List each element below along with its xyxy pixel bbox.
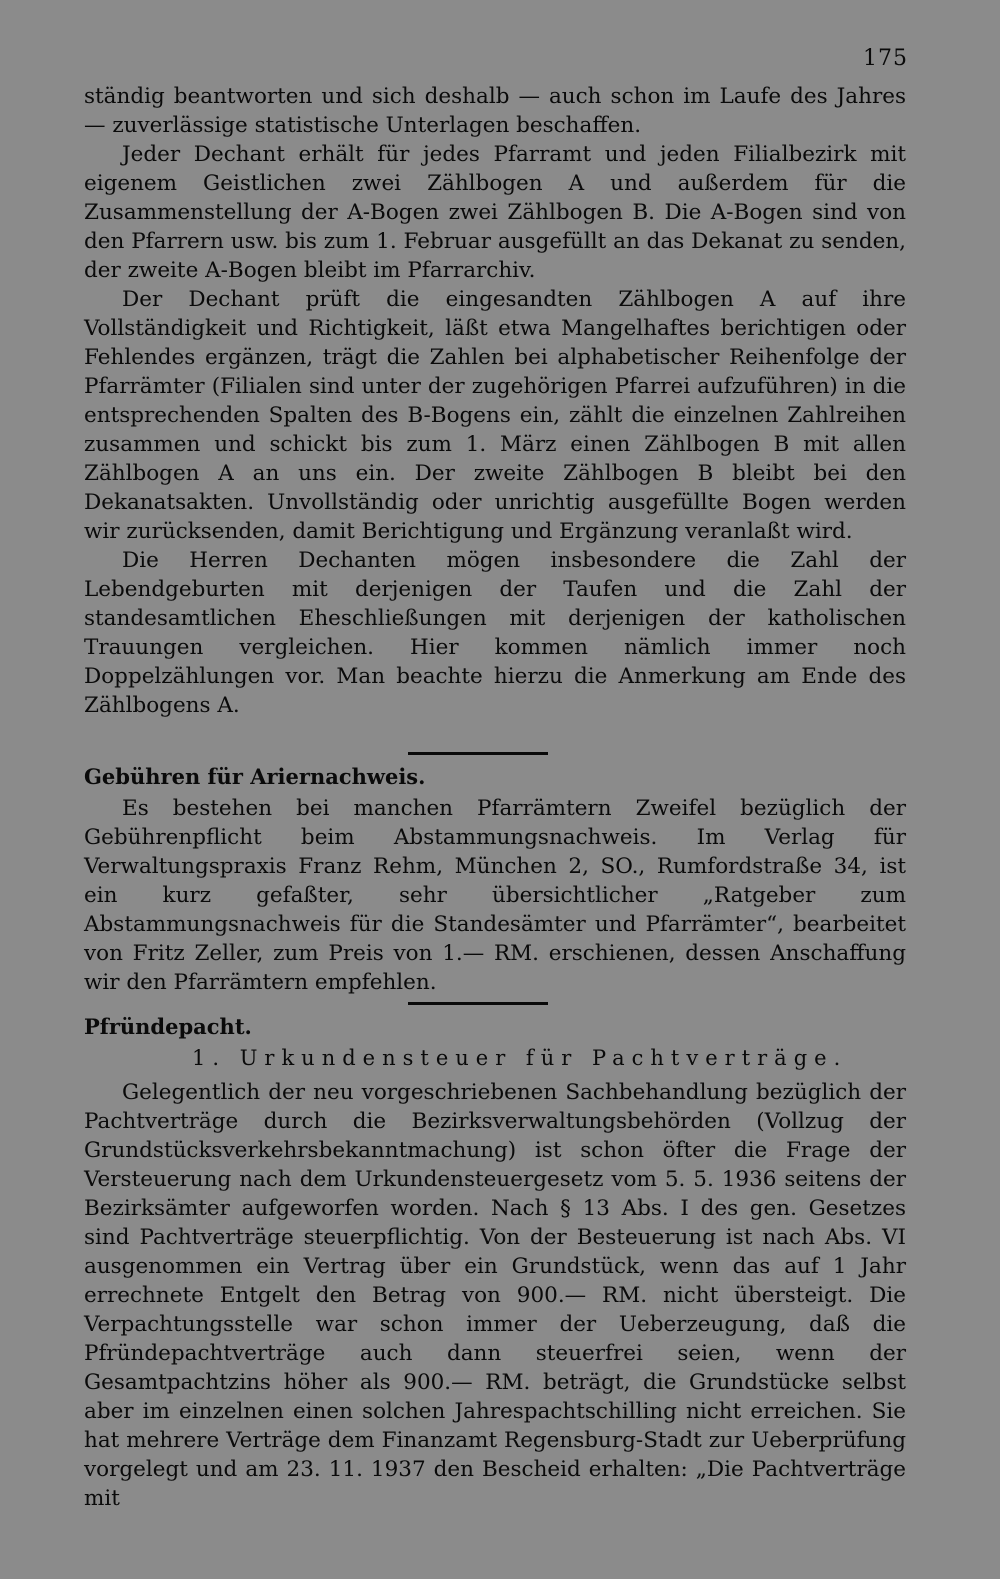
section-divider xyxy=(408,1002,548,1005)
paragraph: Jeder Dechant erhält für jedes Pfarramt und jeden Filialbezirk mit eigenem Geistlichen zwei Zählbogen A und außerdem für die Zusammenstellung der A-Bogen zwei Zählbogen B. Die A-Bogen sind von den Pfarrern usw. bis zum 1. Februar ausgefüllt an das Dekanat zu senden, der zweite A-Bogen bleibt im Pfarrarchiv. xyxy=(84,142,906,283)
ariernachweis-text xyxy=(84,794,906,997)
paragraph: ständig beantworten und sich deshalb — auch schon im Laufe des Jahres — zuverlässige statistische Unterlagen beschaffen. xyxy=(84,84,906,138)
paragraph: Der Dechant prüft die eingesandten Zählbogen A auf ihre Vollständigkeit und Richtigkeit, läßt etwa Mangelhaftes berichtigen oder Fehlendes ergänzen, trägt die Zahlen bei alphabetischer Reihenfolge der Pfarrämter (Filialen sind unter der zugehörigen Pfarrei aufzuführen) in die entsprechenden Spalten des B-Bogens ein, zählt die einzelnen Zahlreihen zusammen und schickt bis zum 1. März einen Zählbogen B mit allen Zählbogen A an uns ein. Der zweite Zählbogen B bleibt bei den Dekanatsakten. Unvollständig oder unrichtig ausgefüllte Bogen werden wir zurücksenden, damit Berichtigung und Ergänzung veranlaßt wird. xyxy=(84,287,906,544)
section-divider xyxy=(408,752,548,755)
paragraph: Gelegentlich der neu vorgeschriebenen Sachbehandlung bezüglich der Pachtverträge durch die Bezirksverwaltungsbehörden (Vollzug der Grundstücksverkehrsbekanntmachung) ist schon öfter die Frage der Versteuerung nach dem Urkundensteuergesetz vom 5. 5. 1936 seitens der Bezirksämter aufgeworfen worden. Nach § 13 Abs. I des gen. Gesetzes sind Pachtverträge steuerpflichtig. Von der Besteuerung ist nach Abs. VI ausgenommen ein Vertrag über ein Grundstück, wenn das auf 1 Jahr errechnete Entgelt den Betrag von 900.— RM. nicht übersteigt. Die Verpachtungsstelle war schon immer der Ueberzeugung, daß die Pfründepachtverträge auch dann steuerfrei seien, wenn der Gesamtpachtzins höher als 900.— RM. beträgt, die Grundstücke selbst aber im einzelnen einen solchen Jahrespachtschilling nicht erreichen. Sie hat mehrere Verträge dem Finanzamt Regensburg-Stadt zur Ueberprüfung vorgelegt und am 23. 11. 1937 den Bescheid erhalten: „Die Pachtverträge mit xyxy=(84,1080,906,1511)
subheading-urkundensteuer: 1. Urkundensteuer für Pachtverträge. xyxy=(192,1046,848,1070)
pfruendepacht-text xyxy=(84,1078,906,1513)
page-number: 175 xyxy=(863,46,908,71)
section-heading-pfruendepacht: Pfründepacht. xyxy=(84,1014,252,1039)
paragraph: Die Herren Dechanten mögen insbesondere die Zahl der Lebendgeburten mit derjenigen der Taufen und die Zahl der standesamtlichen Eheschließungen mit derjenigen der katholischen Trauungen vergleichen. Hier kommen nämlich immer noch Doppelzählungen vor. Man beachte hierzu die Anmerkung am Ende des Zählbogens A. xyxy=(84,548,906,718)
section-heading-ariernachweis: Gebühren für Ariernachweis. xyxy=(84,764,426,789)
paragraph: Es bestehen bei manchen Pfarrämtern Zweifel bezüglich der Gebührenpflicht beim Abstammungsnachweis. Im Verlag für Verwaltungspraxis Franz Rehm, München 2, SO., Rumfordstraße 34, ist ein kurz gefaßter, sehr übersichtlicher „Ratgeber zum Abstammungsnachweis für die Standesämter und Pfarrämter“, bearbeitet von Fritz Zeller, zum Preis von 1.— RM. erschienen, dessen Anschaffung wir den Pfarrämtern empfehlen. xyxy=(84,796,906,995)
intro-text xyxy=(84,82,906,720)
